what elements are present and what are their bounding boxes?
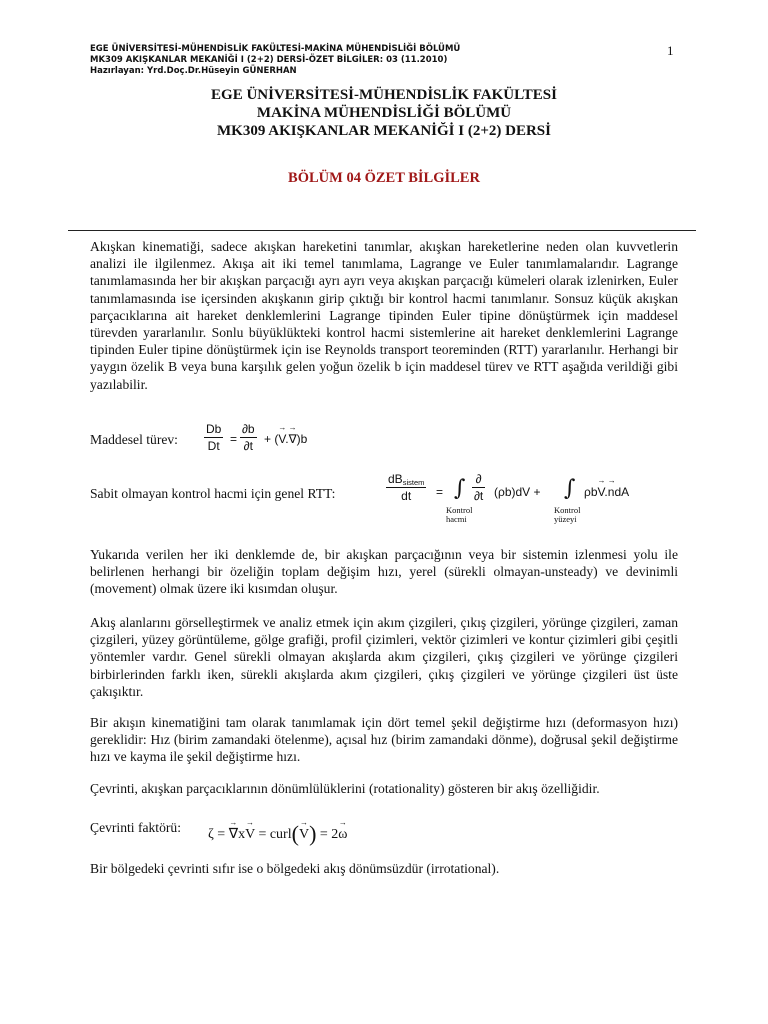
dot-operator: . (285, 432, 289, 446)
rtt-lhs-fraction (386, 472, 426, 503)
rtt-surface-term (584, 485, 629, 499)
close-paren: ) (309, 821, 317, 846)
rtt-lhs-denominator: dt (386, 487, 426, 503)
paragraph-total-rate: Yukarıda verilen her iki denklemde de, bir akışkan parçacığının veya bir sistemin izlenmesi yolu ile belirlenen herhangi bir özeliğin toplam değişim hızı, yerel (sürekli olmayan-unsteady) ve devinimli (movement) olmak üzere iki kısımdan oluşur. (90, 547, 678, 597)
horizontal-divider (68, 230, 696, 231)
partial-fraction (240, 422, 257, 453)
rtt-lhs-numerator (386, 472, 426, 487)
nabla-vector: → ∇ (289, 432, 297, 446)
control-surface-label (554, 506, 580, 524)
control-volume-integral: ∫ (454, 476, 466, 501)
rtt-partial-numerator: ∂ (475, 472, 482, 486)
rtt-label: Sabit olmayan kontrol hacmi için genel RTT: (90, 486, 336, 501)
two-times: = 2 (319, 827, 339, 842)
paragraph-deformation: Bir akışın kinematiğini tam olarak tanımlamak için dört temel şekil değiştirme hızı (deformasyon hızı) gereklidir: Hız (birim zamandaki ötelenme), açısal hız (birim zamandaki dönme), doğrusal şekil değiştirme hızı ve kayma ile şekil değiştirme hızı. (90, 715, 678, 765)
rtt-db: dB (388, 472, 403, 486)
partial-numerator: ∂b (242, 422, 255, 436)
paragraph-kinematics: Akışkan kinematiği, sadece akışkan hareketini tanımlar, akışkan hareketlerine neden olan kuvvetlerin analizi ile ilgilenmez. Akışa ait iki temel tanımlama, Lagrange ve Euler tanımlamalarıdır. Lagrange tanımlamasında her bir akışkan parçacığı ayrı ayrı veya akışkan parçacığı kümeleri olarak izlenirken, Euler tanımlamasında ise içersinden akışkanın girip çıktığı bir kontrol hacmi tanımlanır. Sonsuz küçük akışkan parçacıklarına ait hareket denklemlerini Lagrange tipinden Euler tipine dönüştürmek için maddesel türevden yararlanılır. Sonlu büyüklükteki kontrol hacmi sistemlerine ait hareket denklemlerini Lagrange tipinden Euler tipine dönüştürmek için ise Reynolds transport teoreminden (RTT) yararlanılır. Herhangi bir yaygın özelik B veya buna karşılık gelen yoğun özelik b için maddesel türev ve RTT aşağıda verildiği gibi yazılabilir. (90, 239, 678, 392)
rtt-volume-term: (ρb)dV + (494, 485, 541, 499)
material-derivative-label: Maddesel türev: (90, 432, 178, 447)
rtt-rho-b: ρb (584, 485, 598, 499)
cv-label-line-1: Kontrol (446, 505, 473, 515)
rtt-normal-vector: → n (608, 485, 615, 499)
omega-vector: → ω (338, 827, 347, 842)
partial-denominator: ∂t (240, 437, 257, 453)
cs-label-line-2: yüzeyi (554, 514, 577, 524)
curl-term: = curl (258, 827, 292, 842)
material-derivative-equation (200, 422, 400, 462)
curl-velocity: → V (299, 827, 309, 842)
rtt-sistem-subscript: sistem (402, 478, 425, 487)
vorticity-equals-1: = (217, 827, 226, 842)
zeta-symbol: ζ (208, 827, 214, 842)
open-paren: ( (291, 821, 299, 846)
header-line-1: EGE ÜNİVERSİTESİ-MÜHENDİSLİK FAKÜLTESİ-MAKİNA MÜHENDİSLİĞİ BÖLÜMÜ (90, 44, 461, 54)
rtt-equals-sign: = (436, 485, 444, 499)
page-number: 1 (667, 43, 674, 58)
cv-label-line-2: hacmi (446, 514, 467, 524)
header-line-3: Hazırlayan: Yrd.Doç.Dr.Hüseyin GÜNERHAN (90, 66, 297, 76)
document-title (0, 86, 768, 140)
cross-operator: x (238, 827, 246, 842)
rtt-da: dA (614, 485, 630, 499)
control-surface-integral: ∫ (564, 476, 576, 501)
lhs-denominator: Dt (204, 437, 223, 453)
equals-sign: = (230, 432, 238, 446)
control-volume-label (446, 506, 472, 524)
vorticity-label: Çevrinti faktörü: (90, 820, 181, 835)
convective-term (264, 432, 307, 446)
vorticity-equation (208, 818, 348, 844)
lhs-numerator: Db (206, 422, 222, 436)
paragraph-visualization: Akış alanlarını görselleştirmek ve analiz etmek için akım çizgileri, çıkış çizgileri, yörünge çizgileri, zaman çizgileri, yüzey görüntüleme, gölge grafiği, profil çizimleri, vektör çizimleri ve kontur çizimleri gibi çeşitli yöntemler vardır. Genel sürekli olmayan akışlarda akım çizgileri, çıkış çizgileri ve yörünge çizgileri birbirlerinden farklı iken, sürekli akışlarda akım çizgileri, çıkış çizgileri ve yörünge çizgileri üst üste çakışıktır. (90, 615, 678, 699)
rtt-velocity-vector: → V (598, 485, 605, 499)
title-line-1: EGE ÜNİVERSİTESİ-MÜHENDİSLİK FAKÜLTESİ (211, 87, 557, 103)
rtt-dot-operator: . (604, 485, 608, 499)
rtt-equation (386, 470, 676, 530)
cs-label-line-1: Kontrol (554, 505, 581, 515)
rtt-time-derivative (472, 472, 485, 503)
paragraph-vorticity: Çevrinti, akışkan parçacıklarının dönümlülüklerini (rotationality) gösteren bir akış özelliğidir. (90, 781, 600, 796)
title-line-3: MK309 AKIŞKANLAR MEKANİĞİ I (2+2) DERSİ (217, 123, 551, 139)
section-title: BÖLÜM 04 ÖZET BİLGİLER (288, 170, 480, 186)
vorticity-nabla: → ∇ (229, 827, 238, 842)
velocity-vector: → V (278, 432, 285, 446)
header-line-2: MK309 AKIŞKANLAR MEKANİĞİ I (2+2) DERSİ-ÖZET BİLGİLER: 03 (11.2010) (90, 55, 448, 65)
vorticity-velocity: → V (245, 827, 255, 842)
rtt-partial-denominator: ∂t (474, 489, 484, 503)
lhs-fraction (204, 422, 223, 453)
convective-close: )b (296, 432, 308, 446)
title-line-2: MAKİNA MÜHENDİSLİĞİ BÖLÜMÜ (256, 105, 512, 121)
paragraph-irrotational: Bir bölgedeki çevrinti sıfır ise o bölgedeki akış dönümsüzdür (irrotational). (90, 861, 500, 876)
document-header (90, 44, 690, 77)
convective-open: + ( (264, 432, 279, 446)
